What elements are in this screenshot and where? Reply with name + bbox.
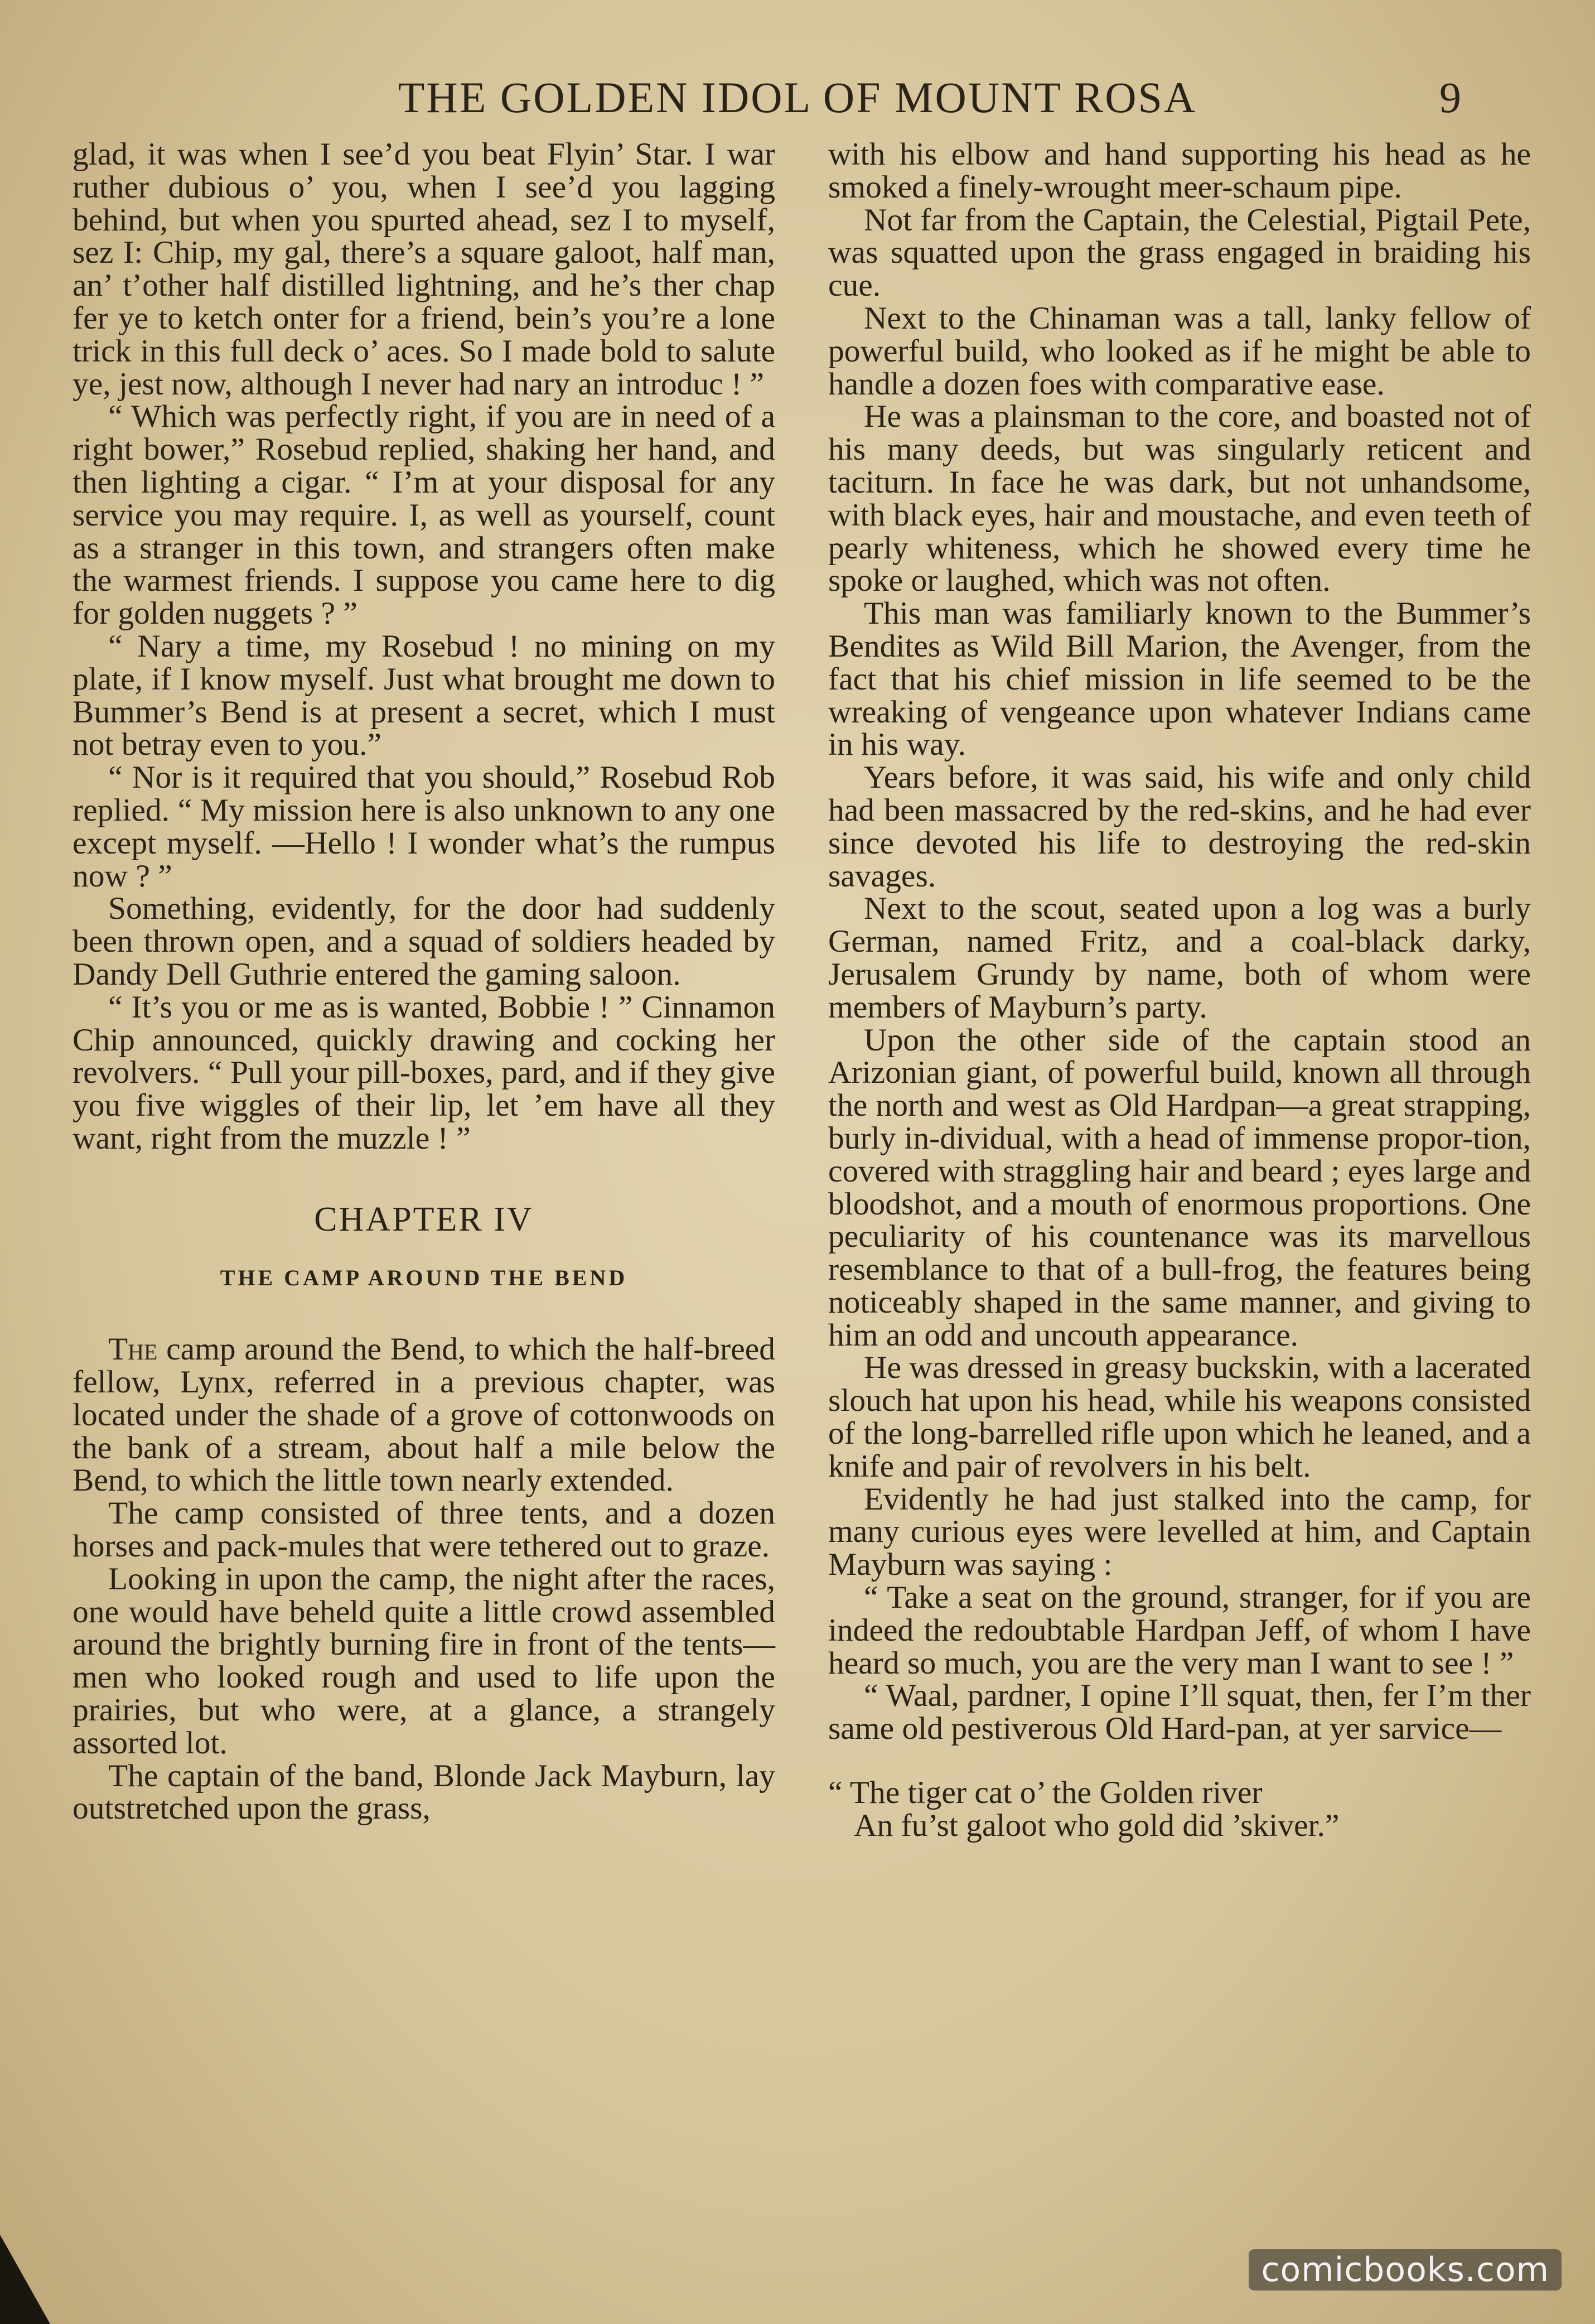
- paragraph: glad, it was when I see’d you beat Flyin’ Star. I war ruther dubious o’ you, when I see’d you lagging behind, but when you spurted ahead, sez I to myself, sez I: Chip, my gal, there’s a square galoot, half man, an’ t’other half distilled lightning, and he’s ther chap fer ye to ketch onter for a friend, bein’s you’re a lone trick in this full deck o’ aces. So I made bold to salute ye, jest now, although I never had nary an introduc ! ”: [72, 137, 775, 402]
- paragraph: “ Nor is it required that you should,” Rosebud Rob replied. “ My mission here is also unknown to any one except myself. —Hello ! I wonder what’s the rumpus now ? ”: [72, 760, 775, 894]
- left-column: [72, 138, 775, 1825]
- paragraph: The captain of the band, Blonde Jack Mayburn, lay outstretched upon the grass,: [72, 1758, 775, 1826]
- paragraph: Not far from the Captain, the Celestial, Pigtail Pete, was squatted upon the grass engaged in braiding his cue.: [828, 202, 1531, 303]
- paragraph: He was a plainsman to the core, and boasted not of his many deeds, but was singularly reticent and taciturn. In face he was dark, but not unhandsome, with black eyes, hair and moustache, and even teeth of pearly whiteness, which he showed every time he spoke or laughed, which was not often.: [828, 399, 1531, 599]
- chapter-opening-paragraph: [72, 1333, 775, 1497]
- page-number: 9: [1439, 73, 1461, 122]
- paragraph: “ Take a seat on the ground, stranger, for if you are indeed the redoubtable Hardpan Jeff, of whom I have heard so much, you are the very man I want to see ! ”: [828, 1580, 1531, 1681]
- paragraph: This man was familiarly known to the Bummer’s Bendites as Wild Bill Marion, the Avenger, from the fact that his chief mission in life seemed to be the wreaking of vengeance upon whatever Indians came in his way.: [828, 596, 1531, 763]
- page-header: [72, 73, 1522, 134]
- paragraph: Something, evidently, for the door had suddenly been thrown open, and a squad of soldiers headed by Dandy Dell Guthrie entered the gaming saloon.: [72, 891, 775, 992]
- paragraph: He was dressed in greasy buckskin, with a lacerated slouch hat upon his head, while his weapons consisted of the long-barrelled rifle upon which he leaned, and a knife and pair of revolvers in his belt.: [828, 1350, 1531, 1484]
- paragraph: Upon the other side of the captain stood an Arizonian giant, of powerful build, known all through the north and west as Old Hardpan—a great strapping, burly in-dividual, with a head of immense propor-tion, covered with straggling hair and beard ; eyes large and bloodshot, and a mouth of enormous proportions. One peculiarity of his countenance was its marvellous resemblance to that of a bull-frog, the features being noticeably shaped in the same manner, and giving to him an odd and uncouth appearance.: [828, 1022, 1531, 1353]
- paragraph: “ It’s you or me as is wanted, Bobbie ! ” Cinnamon Chip announced, quickly drawing and cocking her revolvers. “ Pull your pill-boxes, pard, and if they give you five wiggles of their lip, let ’em have all they want, right from the muzzle ! ”: [72, 989, 775, 1156]
- watermark-logo: comicbooks.com: [1249, 2249, 1562, 2291]
- chapter-heading: CHAPTER IV: [314, 1200, 534, 1238]
- verse-line: An fu’st galoot who gold did ’skiver.”: [854, 1807, 1340, 1843]
- verse-line: “ The tiger cat o’ the Golden river: [828, 1775, 1263, 1811]
- page-corner-shadow: [0, 2235, 50, 2324]
- paragraph: “ Waal, pardner, I opine I’ll squat, then, fer I’m ther same old pestiverous Old Hard-pan, at yer sarvice—: [828, 1678, 1531, 1747]
- paragraph: with his elbow and hand supporting his head as he smoked a finely-wrought meer-schaum pipe.: [828, 137, 1531, 205]
- chapter-opening-text: camp around the Bend, to which the half-breed fellow, Lynx, referred in a previous chapter, was located under the shade of a grove of cottonwoods on the bank of a stream, about half a mile below the Bend, to which the little town nearly extended.: [72, 1332, 775, 1498]
- paragraph: Looking in upon the camp, the night after the races, one would have beheld quite a little crowd assembled around the brightly burning fire in front of the tents—men who looked rough and used to life upon the prairies, but who were, at a glance, a strangely assorted lot.: [72, 1561, 775, 1761]
- paragraph: Evidently he had just stalked into the camp, for many curious eyes were levelled at him, and Captain Mayburn was saying :: [828, 1481, 1531, 1583]
- paragraph: The camp consisted of three tents, and a dozen horses and pack-mules that were tethered out to graze.: [72, 1496, 775, 1564]
- paragraph: Years before, it was said, his wife and only child had been massacred by the red-skins, and he had ever since devoted his life to destroying the red-skin savages.: [828, 760, 1531, 894]
- paragraph: “ Which was perfectly right, if you are in need of a right bower,” Rosebud replied, shaking her hand, and then lighting a cigar. “ I’m at your disposal for any service you may require. I, as well as yourself, count as a stranger in this town, and strangers often make the warmest friends. I suppose you came here to dig for golden nuggets ? ”: [72, 399, 775, 631]
- paragraph: Next to the Chinaman was a tall, lanky fellow of powerful build, who looked as if he might be able to handle a dozen foes with comparative ease.: [828, 300, 1531, 402]
- verse-block: [828, 1777, 1531, 1843]
- paragraph: Next to the scout, seated upon a log was a burly German, named Fritz, and a coal-black darky, Jerusalem Grundy by name, both of whom were members of Mayburn’s party.: [828, 891, 1531, 1025]
- chapter-subtitle: THE CAMP AROUND THE BEND: [220, 1265, 628, 1290]
- paragraph: “ Nary a time, my Rosebud ! no mining on my plate, if I know myself. Just what brought me down to Bummer’s Bend is at present a secret, which I must not betray even to you.”: [72, 628, 775, 763]
- running-title: THE GOLDEN IDOL OF MOUNT ROSA: [398, 73, 1197, 122]
- chapter-first-word: The: [108, 1332, 158, 1367]
- right-column: [828, 138, 1531, 1843]
